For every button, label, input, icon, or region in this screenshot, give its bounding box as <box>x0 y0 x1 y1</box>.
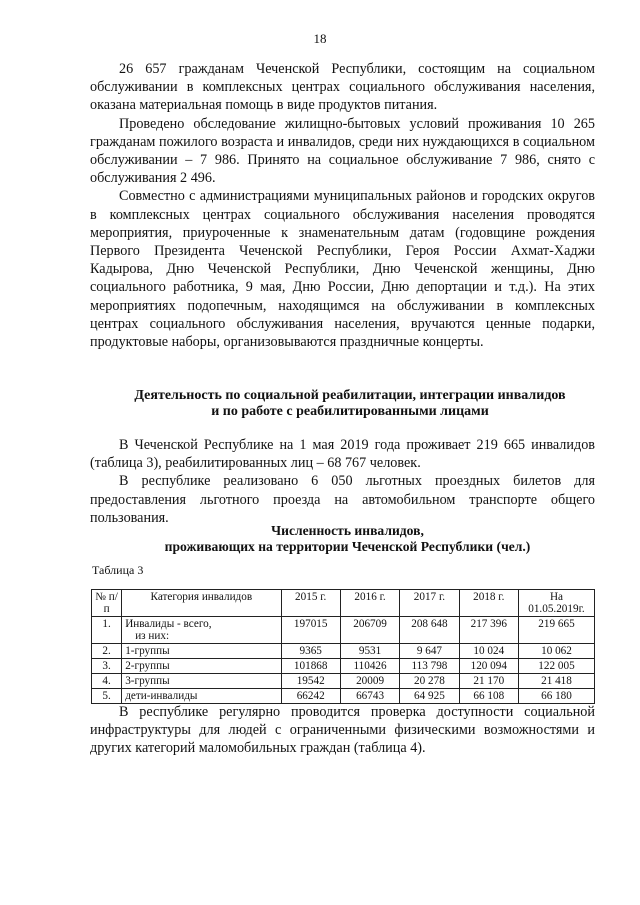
row-category-sub: из них: <box>135 630 170 642</box>
row-num: 2. <box>92 644 122 659</box>
cell-2017: 208 648 <box>400 617 459 644</box>
cell-2019: 10 062 <box>518 644 594 659</box>
page-number: 18 <box>313 31 327 46</box>
cell-2019: 219 665 <box>518 617 594 644</box>
table-row <box>92 644 595 659</box>
table-row <box>92 674 595 689</box>
table-heading-line-1: Численность инвалидов, <box>271 523 424 538</box>
header-2016: 2016 г. <box>340 590 399 617</box>
disabled-stats-table <box>91 589 595 704</box>
row-num: 4. <box>92 674 122 689</box>
cell-2015: 19542 <box>281 674 340 689</box>
row-category: 2-группы <box>122 659 281 674</box>
table-heading <box>95 523 600 554</box>
row-category-label: Инвалиды - всего, <box>125 618 212 630</box>
section-heading-line-1: Деятельность по социальной реабилитации, интеграции инвалидов <box>134 388 566 403</box>
rehab-paragraphs <box>90 436 595 527</box>
paragraph-disabled-count: В Чеченской Республике на 1 мая 2019 года проживает 219 665 инвалидов (таблица 3), реабилитированных лиц – 68 767 человек. <box>90 437 595 472</box>
paragraph-housing-survey: Проведено обследование жилищно-бытовых условий проживания 10 265 гражданам пожилого возраста и инвалидов, среди них нуждающихся в социальном обслуживании – 7 986. Принято на социальное обслуживание 7 986, снято с обслуживания 2 496. <box>90 115 595 187</box>
header-2017: 2017 г. <box>400 590 459 617</box>
cell-2019: 66 180 <box>518 689 594 704</box>
row-category: дети-инвалиды <box>122 689 281 704</box>
header-on-date: На 01.05.2019г. <box>518 590 594 617</box>
cell-2015: 101868 <box>281 659 340 674</box>
cell-2017: 9 647 <box>400 644 459 659</box>
intro-paragraphs <box>90 60 595 351</box>
cell-2019: 21 418 <box>518 674 594 689</box>
row-category <box>122 617 281 644</box>
header-num: № п/п <box>92 590 122 617</box>
accessibility-paragraphs <box>90 703 595 758</box>
row-category: 3-группы <box>122 674 281 689</box>
row-num: 5. <box>92 689 122 704</box>
table-row <box>92 617 595 644</box>
table-row <box>92 689 595 704</box>
cell-2016: 110426 <box>340 659 399 674</box>
paragraph-accessibility: В республике регулярно проводится проверка доступности социальной инфраструктуры для людей с ограниченными физическими возможностями и других категорий маломобильных граждан (таблица 4). <box>90 704 595 757</box>
cell-2018: 21 170 <box>459 674 518 689</box>
section-heading-line-2: и по работе с реабилитированными лицами <box>211 403 489 419</box>
paragraph-travel-tickets: В республике реализовано 6 050 льготных проездных билетов для предоставления льготного проезда на автомобильном транспорте общего пользования. <box>90 473 595 526</box>
cell-2016: 66743 <box>340 689 399 704</box>
cell-2018: 10 024 <box>459 644 518 659</box>
cell-2018: 66 108 <box>459 689 518 704</box>
cell-2015: 197015 <box>281 617 340 644</box>
cell-2018: 120 094 <box>459 659 518 674</box>
section-heading <box>100 388 600 419</box>
paragraph-food-aid: 26 657 гражданам Чеченской Республики, состоящим на социальном обслуживании в комплексных центрах социального обслуживания населения, оказана материальная помощь в виде продуктов питания. <box>90 61 595 114</box>
table-caption: Таблица 3 <box>92 563 144 577</box>
cell-2016: 206709 <box>340 617 399 644</box>
cell-2016: 9531 <box>340 644 399 659</box>
row-category: 1-группы <box>122 644 281 659</box>
table-header-row <box>92 590 595 617</box>
cell-2018: 217 396 <box>459 617 518 644</box>
header-category: Категория инвалидов <box>122 590 281 617</box>
cell-2015: 66242 <box>281 689 340 704</box>
cell-2017: 113 798 <box>400 659 459 674</box>
cell-2016: 20009 <box>340 674 399 689</box>
paragraph-events: Совместно с администрациями муниципальных районов и городских округов в комплексных центрах социального обслуживания населения проводятся мероприятия, приуроченные к знаменательным датам (годовщине рождения Первого Президента Чеченской Республики, Героя России Ахмат-Хаджи Кадырова, Дню Чеченской Республики, Дню Чеченской женщины, Дню социального работника, 9 мая, Дню России, Дню депортации и т.д.). На этих мероприятиях подопечным, находящимся на обслуживании в комплексных центрах социального обслуживания населения, вручаются ценные подарки, продуктовые наборы, организовываются праздничные концерты. <box>90 188 595 351</box>
cell-2015: 9365 <box>281 644 340 659</box>
row-num: 3. <box>92 659 122 674</box>
header-2018: 2018 г. <box>459 590 518 617</box>
cell-2017: 20 278 <box>400 674 459 689</box>
table-row <box>92 659 595 674</box>
header-2015: 2015 г. <box>281 590 340 617</box>
row-num: 1. <box>92 617 122 644</box>
cell-2017: 64 925 <box>400 689 459 704</box>
cell-2019: 122 005 <box>518 659 594 674</box>
table-heading-line-2: проживающих на территории Чеченской Республики (чел.) <box>164 538 531 554</box>
